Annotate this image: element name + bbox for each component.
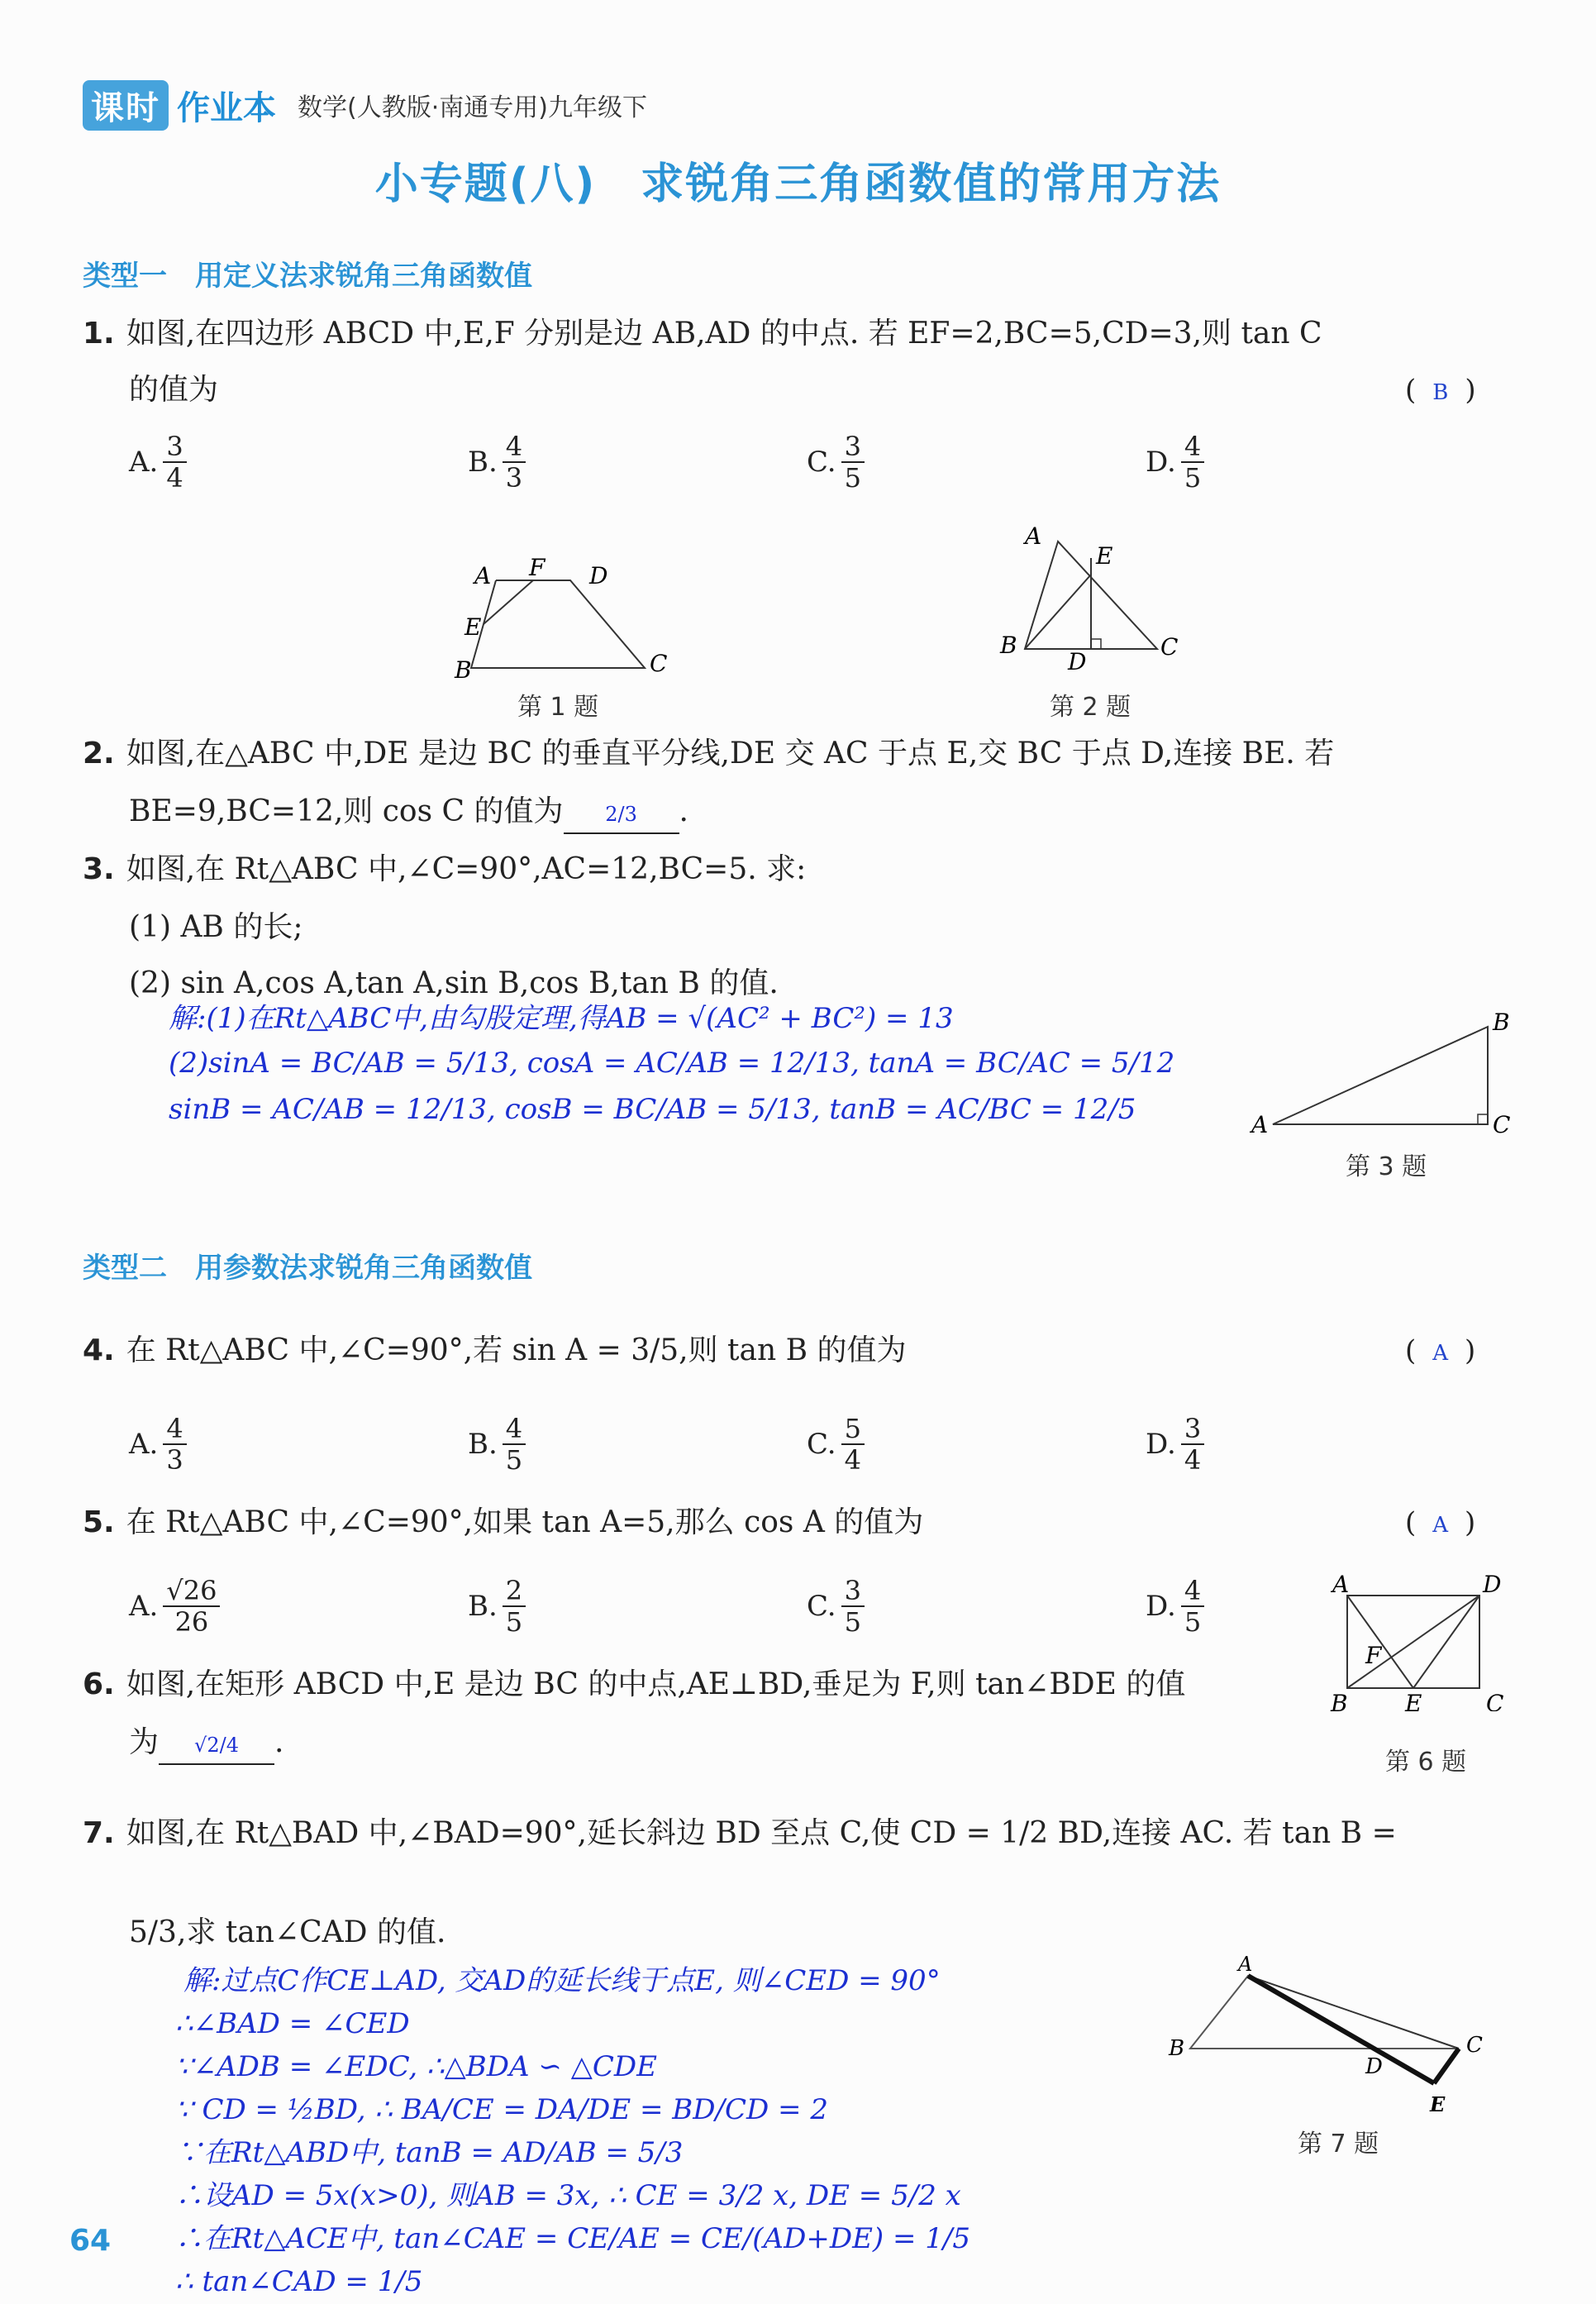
page-title: 小专题(八) 求锐角三角函数值的常用方法 xyxy=(374,160,1222,209)
question-number: 2. xyxy=(83,737,115,770)
solution-3-line-1: 解:(1)在Rt△ABC中,由勾股定理,得AB = √(AC² + BC²) = 13 xyxy=(169,1002,954,1035)
question-1 xyxy=(83,316,1513,352)
option-d: D. $\frac{3}{4}$ xyxy=(1146,1414,1209,1475)
question-text: 如图,在四边形 ABCD 中,E,F 分别是边 AB,AD 的中点. 若 EF=2,BC=5,CD=3,则 tan C xyxy=(126,317,1322,351)
figure-2 xyxy=(992,521,1190,686)
option-c: C. $\frac{3}{5}$ xyxy=(807,432,869,493)
figure-1 xyxy=(446,554,694,694)
logo: 课时 xyxy=(83,80,169,131)
svg-text:F: F xyxy=(1365,1642,1382,1669)
question-text: BE=9,BC=12,则 cos C 的值为 xyxy=(129,794,564,828)
svg-text:C: C xyxy=(1160,633,1179,661)
svg-text:A: A xyxy=(1238,1953,1253,1976)
question-number: 7. xyxy=(83,1816,115,1850)
question-text: 在 Rt△ABC 中,∠C=90°,若 sin A = 3/5,则 tan B 的值为 xyxy=(126,1333,907,1367)
question-number: 3. xyxy=(83,852,115,886)
answer-blank: √2/4 xyxy=(159,1727,274,1765)
option-d: D. $\frac{4}{5}$ xyxy=(1146,432,1209,493)
figure-3-caption: 第 3 题 xyxy=(1346,1152,1427,1181)
solution-3-line-3: sinB = AC/AB = 12/13, cosB = BC/AB = 5/13, tanB = AC/BC = 12/5 xyxy=(169,1093,1136,1126)
question-number: 4. xyxy=(83,1333,115,1367)
svg-text:B: B xyxy=(1331,1690,1348,1711)
answer-value: A xyxy=(1432,1513,1449,1538)
question-2 xyxy=(83,736,1513,772)
svg-text:C: C xyxy=(650,650,668,677)
question-text: 如图,在矩形 ABCD 中,E 是边 BC 的中点,AE⊥BD,垂足为 F,则 tan∠BDE 的值 xyxy=(126,1667,1186,1701)
answer-value: B xyxy=(1432,380,1449,405)
answer-bracket-5: ( A ) xyxy=(1405,1506,1476,1539)
option-c: C. $\frac{3}{5}$ xyxy=(807,1576,869,1637)
question-text: 在 Rt△ABC 中,∠C=90°,如果 tan A=5,那么 cos A 的值为 xyxy=(126,1505,924,1539)
solution-7-line-5: ∵在Rt△ABD中, tanB = AD/AB = 5/3 xyxy=(175,2136,684,2169)
solution-7-line-2: ∴∠BAD = ∠CED xyxy=(175,2007,410,2040)
solution-3-line-2: (2)sinA = BC/AB = 5/13, cosA = AC/AB = 12/13, tanA = BC/AC = 5/12 xyxy=(169,1047,1175,1080)
answer-bracket-4: ( A ) xyxy=(1405,1334,1476,1367)
svg-text:B: B xyxy=(1000,632,1017,659)
option-a: A. $\frac{3}{4}$ xyxy=(129,432,192,493)
question-6 xyxy=(83,1667,1322,1703)
svg-text:C: C xyxy=(1493,1111,1511,1138)
brand: 作业本 xyxy=(177,88,276,127)
figure-6 xyxy=(1322,1571,1513,1711)
solution-7-line-8: ∴ tan∠CAD = 1/5 xyxy=(175,2265,423,2298)
question-text: 如图,在 Rt△BAD 中,∠BAD=90°,延长斜边 BD 至点 C,使 CD = 1/2 BD,连接 AC. 若 tan B = xyxy=(126,1816,1397,1850)
question-3-part-1: (1) AB 的长; xyxy=(129,910,303,944)
solution-7-line-6: ∴设AD = 5x(x>0), 则AB = 3x, ∴ CE = 3/2 x, DE = 5/2 x xyxy=(175,2179,961,2212)
svg-text:E: E xyxy=(465,613,482,641)
question-4 xyxy=(83,1333,907,1369)
option-d: D. $\frac{4}{5}$ xyxy=(1146,1576,1209,1637)
option-a: A. $\frac{√26}{26}$ xyxy=(129,1576,225,1637)
svg-text:E: E xyxy=(1405,1690,1422,1711)
question-text: 如图,在△ABC 中,DE 是边 BC 的垂直平分线,DE 交 AC 于点 E,交 BC 于点 D,连接 BE. 若 xyxy=(126,737,1335,770)
svg-text:C: C xyxy=(1466,2033,1483,2058)
figure-3 xyxy=(1240,1009,1521,1141)
solution-7-line-7: ∴在Rt△ACE中, tan∠CAE = CE/AE = CE/(AD+DE) = 1/5 xyxy=(175,2222,971,2255)
svg-text:A: A xyxy=(1332,1571,1350,1598)
figure-7-caption: 第 7 题 xyxy=(1298,2130,1379,2159)
answer-value: A xyxy=(1432,1341,1449,1366)
svg-text:E: E xyxy=(1430,2092,1446,2116)
figure-6-caption: 第 6 题 xyxy=(1385,1748,1467,1777)
question-number: 1. xyxy=(83,317,115,351)
question-3 xyxy=(83,851,806,888)
question-7 xyxy=(83,1815,1537,1852)
option-b: B. $\frac{4}{5}$ xyxy=(468,1414,531,1475)
svg-text:B: B xyxy=(1493,1009,1510,1036)
question-3-part-2: (2) sin A,cos A,tan A,sin B,cos B,tan B 的值. xyxy=(129,966,779,1000)
svg-text:F: F xyxy=(529,554,545,581)
header xyxy=(83,83,647,127)
answer-bracket-1: ( B ) xyxy=(1405,374,1476,407)
question-text: 如图,在 Rt△ABC 中,∠C=90°,AC=12,BC=5. 求: xyxy=(126,852,807,886)
svg-text:D: D xyxy=(1068,648,1087,675)
option-b: B. $\frac{2}{5}$ xyxy=(468,1576,531,1637)
solution-7-line-1: 解:过点C作CE⊥AD, 交AD的延长线于点E, 则∠CED = 90° xyxy=(183,1964,941,1997)
svg-text:D: D xyxy=(1365,2054,1383,2079)
question-7-line2: 5/3,求 tan∠CAD 的值. xyxy=(129,1915,446,1949)
section-1-heading: 类型一 用定义法求锐角三角函数值 xyxy=(83,260,532,293)
figure-1-caption: 第 1 题 xyxy=(517,693,599,722)
figure-7 xyxy=(1157,1951,1504,2133)
header-subtitle: 数学(人教版·南通专用)九年级下 xyxy=(298,93,647,122)
svg-text:E: E xyxy=(1096,542,1113,570)
option-c: C. $\frac{5}{4}$ xyxy=(807,1414,869,1475)
question-5 xyxy=(83,1505,923,1541)
option-b: B. $\frac{4}{3}$ xyxy=(468,432,531,493)
question-2-line2: BE=9,BC=12,则 cos C 的值为 2/3 . xyxy=(129,794,688,834)
section-2-heading: 类型二 用参数法求锐角三角函数值 xyxy=(83,1252,532,1285)
question-1-line2: 的值为 xyxy=(129,373,219,407)
option-a: A. $\frac{4}{3}$ xyxy=(129,1414,192,1475)
svg-text:C: C xyxy=(1486,1690,1504,1711)
svg-text:B: B xyxy=(455,656,472,684)
figure-2-caption: 第 2 题 xyxy=(1050,693,1131,722)
solution-7-line-4: ∵ CD = ½BD, ∴ BA/CE = DA/DE = BD/CD = 2 xyxy=(175,2093,828,2126)
solution-7-line-3: ∵∠ADB = ∠EDC, ∴△BDA ∽ △CDE xyxy=(175,2050,657,2083)
svg-text:A: A xyxy=(1251,1111,1269,1138)
question-6-line2: 为 √2/4 . xyxy=(129,1724,283,1765)
question-number: 6. xyxy=(83,1667,115,1701)
svg-text:D: D xyxy=(589,562,608,589)
svg-text:A: A xyxy=(1025,522,1042,550)
svg-text:D: D xyxy=(1483,1571,1502,1598)
answer-blank: 2/3 xyxy=(564,796,679,834)
svg-text:A: A xyxy=(474,562,492,589)
page-number: 64 xyxy=(69,2224,112,2258)
question-number: 5. xyxy=(83,1505,115,1539)
svg-text:B: B xyxy=(1169,2036,1185,2061)
